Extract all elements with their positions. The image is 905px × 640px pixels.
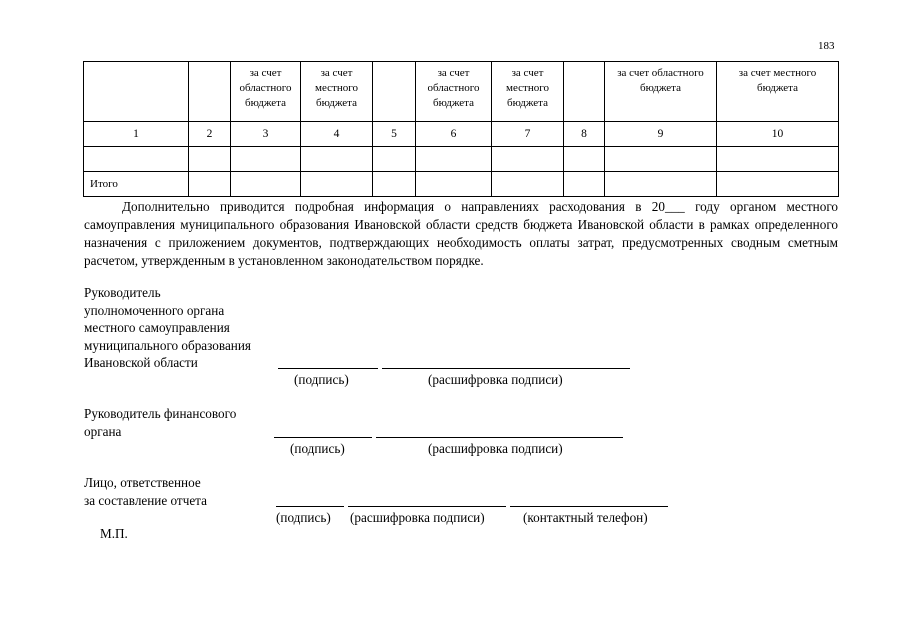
table-cell bbox=[189, 172, 231, 197]
total-label: Итого bbox=[84, 172, 189, 197]
table-cell bbox=[84, 147, 189, 172]
signature-caption: (подпись) bbox=[290, 441, 345, 456]
label-line: за составление отчета bbox=[84, 492, 207, 508]
signature-caption: (подпись) bbox=[276, 510, 331, 525]
label-line: муниципального образования bbox=[84, 337, 251, 353]
signature-line bbox=[278, 368, 378, 369]
header-cell: за счет областного бюджета bbox=[231, 62, 301, 122]
table-cell bbox=[301, 172, 373, 197]
finance-signer-label bbox=[84, 405, 236, 440]
stamp-label: М.П. bbox=[100, 526, 128, 541]
column-number: 3 bbox=[231, 122, 301, 147]
header-cell: за счет областного бюджета bbox=[605, 62, 717, 122]
column-number: 1 bbox=[84, 122, 189, 147]
table-cell bbox=[492, 172, 564, 197]
label-line: местного самоуправления bbox=[84, 320, 230, 335]
table-cell bbox=[717, 147, 839, 172]
table-cell bbox=[605, 172, 717, 197]
table-cell bbox=[492, 147, 564, 172]
table-cell bbox=[301, 147, 373, 172]
signature-caption: (подпись) bbox=[294, 372, 349, 387]
phone-caption: (контактный телефон) bbox=[523, 510, 648, 525]
header-cell: за счет местного бюджета bbox=[301, 62, 373, 122]
page-number: 183 bbox=[818, 40, 835, 52]
signature-line bbox=[274, 437, 372, 438]
responsible-person-label bbox=[84, 474, 207, 509]
table-cell bbox=[564, 147, 605, 172]
table-cell bbox=[564, 172, 605, 197]
header-cell bbox=[84, 62, 189, 122]
decoding-caption: (расшифровка подписи) bbox=[428, 441, 563, 456]
phone-line bbox=[510, 506, 668, 507]
label-line: органа bbox=[84, 423, 122, 439]
table-cell bbox=[231, 147, 301, 172]
table-header-row bbox=[84, 62, 839, 122]
table-cell bbox=[717, 172, 839, 197]
column-number: 8 bbox=[564, 122, 605, 147]
table-cell bbox=[373, 147, 416, 172]
decoding-line bbox=[382, 368, 630, 369]
total-row bbox=[84, 172, 839, 197]
decoding-caption: (расшифровка подписи) bbox=[428, 372, 563, 387]
report-table bbox=[83, 61, 839, 197]
table-cell bbox=[416, 147, 492, 172]
signature-line bbox=[276, 506, 344, 507]
header-cell: за счет местного бюджета bbox=[717, 62, 839, 122]
label-line: Ивановской области bbox=[84, 355, 198, 370]
column-number: 2 bbox=[189, 122, 231, 147]
table-cell bbox=[189, 147, 231, 172]
decoding-line bbox=[348, 506, 506, 507]
column-number-row bbox=[84, 122, 839, 147]
header-cell: за счет местного бюджета bbox=[492, 62, 564, 122]
label-line: Лицо, ответственное bbox=[84, 475, 201, 490]
table-cell bbox=[231, 172, 301, 197]
table-row bbox=[84, 147, 839, 172]
column-number: 7 bbox=[492, 122, 564, 147]
label-line: Руководитель финансового bbox=[84, 406, 237, 421]
table-cell bbox=[373, 172, 416, 197]
table-cell bbox=[605, 147, 717, 172]
header-cell bbox=[373, 62, 416, 122]
decoding-caption: (расшифровка подписи) bbox=[350, 510, 485, 525]
column-number: 9 bbox=[605, 122, 717, 147]
header-cell: за счет областного бюджета bbox=[416, 62, 492, 122]
paragraph-text: Дополнительно приводится подробная информация о направлениях расходования в 20___ году органом местного самоуправления муниципального образования Ивановской области средств бюджета Ивановской области в рамках определенного назначения с приложением документов, подтверждающих необходимость оплаты затрат, предусмотренных сводным сметным расчетом, утвержденным в установленном законодательством порядке. bbox=[84, 199, 838, 268]
column-number: 6 bbox=[416, 122, 492, 147]
decoding-line bbox=[376, 437, 623, 438]
header-cell bbox=[564, 62, 605, 122]
table-cell bbox=[416, 172, 492, 197]
head-signer-label bbox=[84, 284, 251, 372]
column-number: 4 bbox=[301, 122, 373, 147]
header-cell bbox=[189, 62, 231, 122]
label-line: уполномоченного органа bbox=[84, 302, 225, 318]
column-number: 10 bbox=[717, 122, 839, 147]
label-line: Руководитель bbox=[84, 285, 161, 300]
column-number: 5 bbox=[373, 122, 416, 147]
info-paragraph bbox=[84, 198, 838, 270]
